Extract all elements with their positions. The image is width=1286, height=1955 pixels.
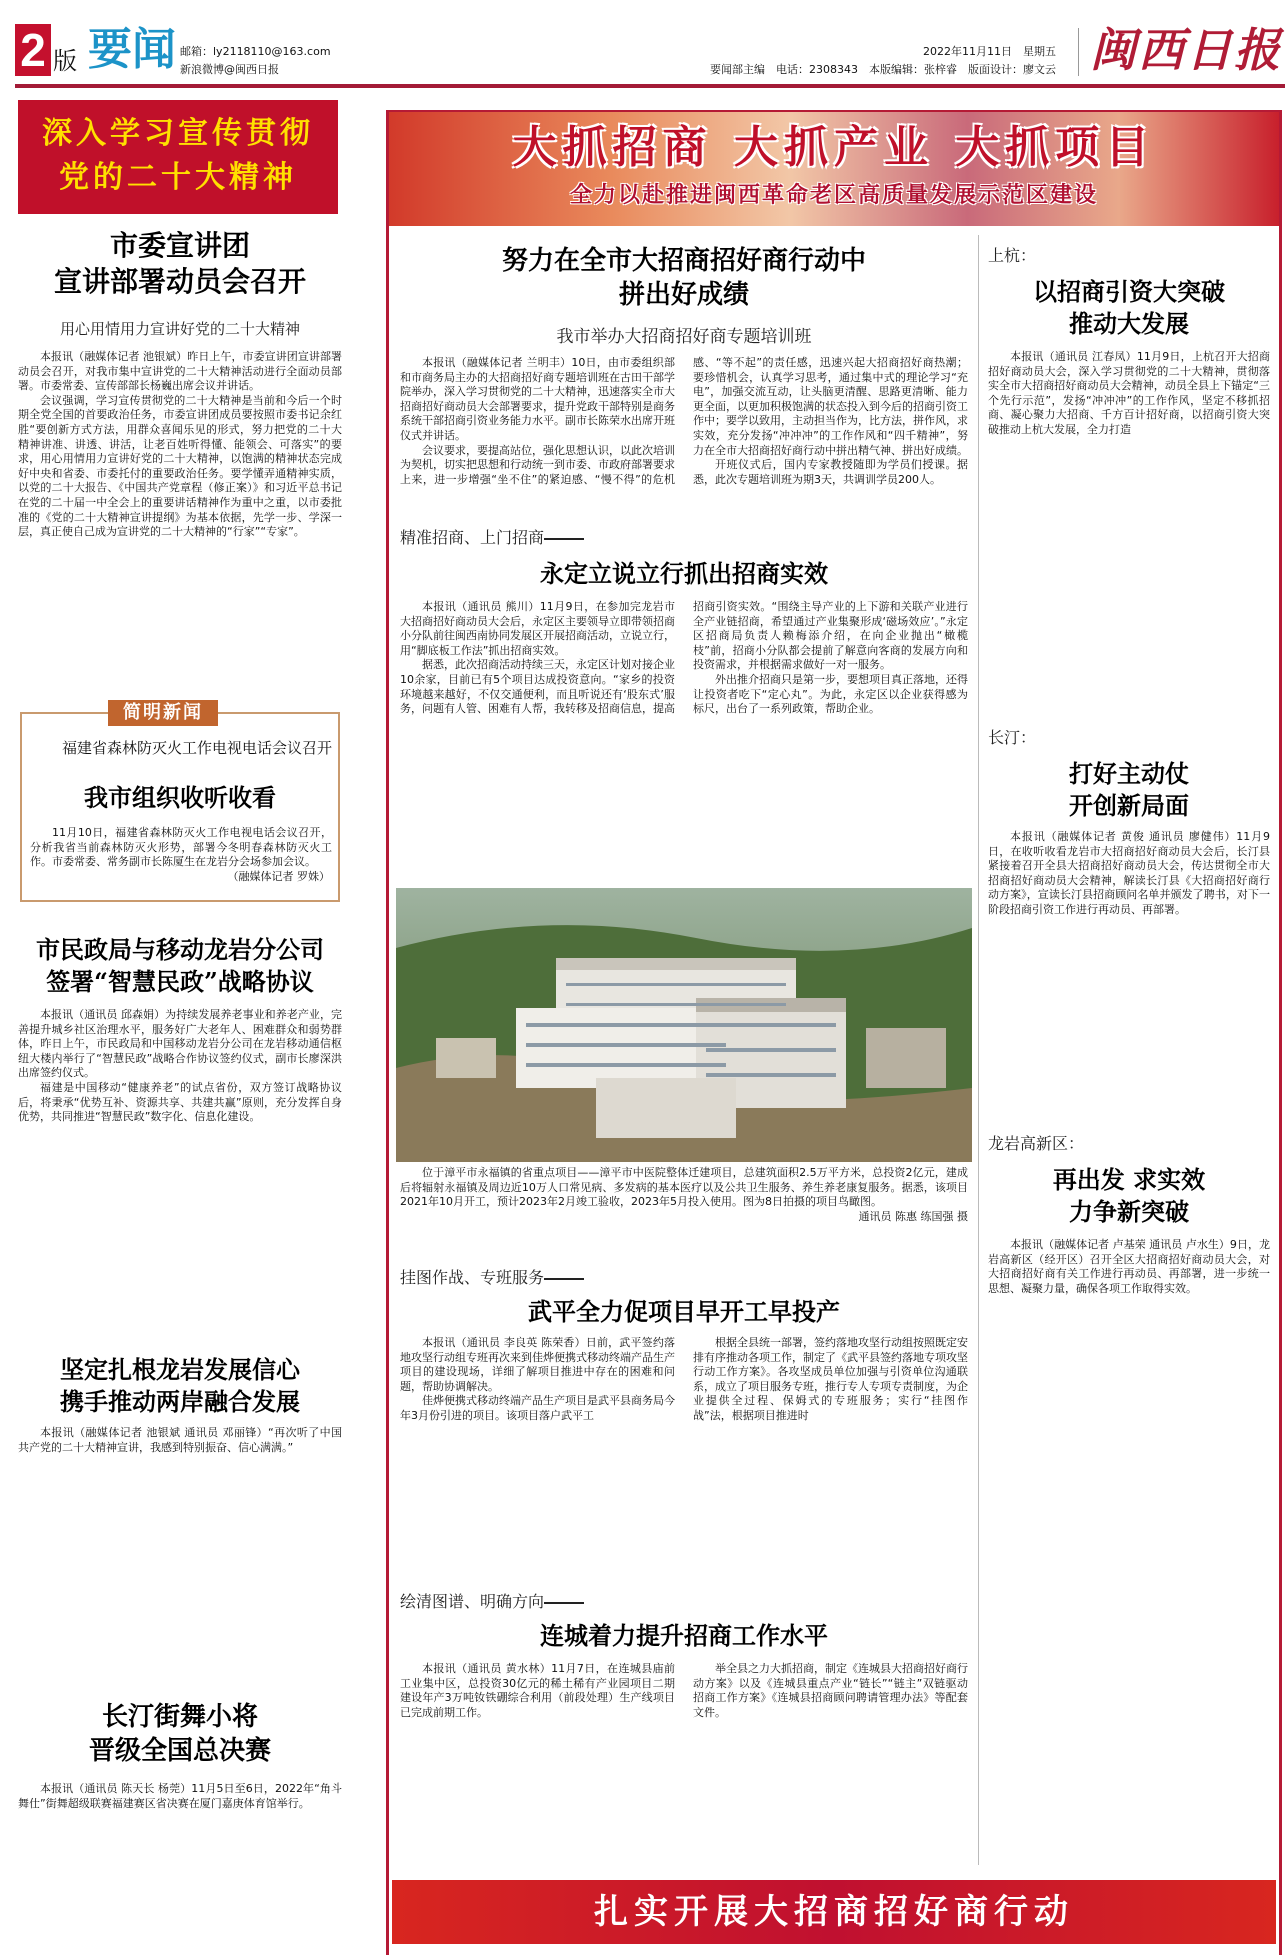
paragraph: 本报讯（融媒体记者 卢基荣 通讯员 卢水生）9日，龙岩高新区（经开区）召开全区大招商招好商动员大会，对大招商招好商有关工作进行再动员、再部署，进一步统一思想、凝聚力量，确保各项工作取得实效。 [988, 1238, 1270, 1295]
article-body [988, 350, 1270, 710]
banner-line: 深入学习宣传贯彻 [42, 116, 314, 151]
article-headline [984, 276, 1274, 340]
region-label: 长汀： [988, 728, 1037, 747]
headline-line: 坚定扎根龙岩发展信心 [60, 1355, 300, 1384]
article-subtitle: 我市举办大招商招好商专题培训班 [556, 327, 812, 347]
article-body [400, 600, 968, 878]
paragraph: 本报讯（融媒体记者 池银斌）昨日上午，市委宣讲团宣讲部署动员会召开，对我市集中宣讲党的二十大精神活动进行全面动员部署。市委常委、宣传部部长杨巍出席会议并讲话。 [18, 350, 342, 393]
project-aerial-photo [396, 888, 972, 1162]
photo-credit: 通讯员 陈惠 练国强 摄 [858, 1209, 968, 1223]
email: 邮箱：ly2118110@163.com [180, 45, 331, 58]
paragraph: 会议强调，学习宣传贯彻党的二十大精神是当前和今后一个时期全党全国的首要政治任务，市委宣讲团成员要按照市委书记余红胜“要创新方式方法，用群众喜闻乐见的形式，努力把党的二十大精神讲准、讲透、讲活，让老百姓听得懂、能领会、可落实”的要求，用心用情用力宣讲好党的二十大精神，以饱满的精神状态完成好中央和省委、市委托付的重要政治任务。要学懂弄通精神实质，以党的二十大报告、《中国共产党章程（修正案）》和习近平总书记在党的二十届一中全会上的重要讲话精神作为重中之重，以市委批准的《党的二十大精神宣讲提纲》为基本依据，先学一步、学深一层，真正使自己成为宣讲党的二十大精神的“行家”“专家”。 [18, 393, 342, 539]
article-headline [15, 228, 345, 300]
paragraph: 本报讯（通讯员 熊川）11月9日，在参加完龙岩市大招商招好商动员大会后，永定区主要领导立即带领招商小分队前往闽西南协同发展区开展招商活动，立说立行，用“脚底板工作法”抓出招商实效。 [400, 600, 675, 657]
article-body [400, 1336, 968, 1580]
issue-date: 2022年11月11日 星期五 [923, 45, 1056, 58]
paragraph: 本报讯（通讯员 江春凤）11月9日，上杭召开大招商招好商动员大会，深入学习贯彻党的二十大精神，贯彻落实全市大招商招好商动员大会精神，动员全县上下锚定“三个先行示范”，发扬“冲冲冲”的工作作风，坚定不移抓招商、凝心聚力大招商、千方百计招好商，以招商引资大突破推动上杭大发展，全力打造 [988, 350, 1270, 436]
article-headline: 武平全力促项目早开工早投产 [528, 1297, 840, 1326]
banner-subtitle: 全力以赴推进闽西革命老区高质量发展示范区建设 [569, 182, 1098, 208]
headline-line: 再出发 求实效 [1052, 1165, 1206, 1194]
article-body [18, 1782, 342, 1952]
header-rule [15, 84, 1285, 88]
headline-line: 晋级全国总决赛 [88, 1736, 271, 1766]
article-headline: 连城着力提升招商工作水平 [540, 1621, 828, 1650]
bottom-banner: 扎实开展大招商招好商行动 [392, 1880, 1276, 1944]
headline-line: 签署“智慧民政”战略协议 [46, 967, 314, 996]
paragraph: 本报讯（通讯员 李良英 陈荣香）日前，武平签约落地攻坚行动组专班再次来到佳烨便携式移动终端产品生产项目的建设现场，详细了解项目推进中存在的困难和问题，帮助协调解决。 [400, 1336, 675, 1393]
brief-news-tag: 简明新闻 [108, 700, 218, 726]
kicker-dash [544, 1278, 584, 1280]
headline-line: 长汀街舞小将 [101, 1702, 258, 1732]
headline-line: 宣讲部署动员会召开 [53, 265, 306, 298]
kicker-dash [544, 538, 584, 540]
paragraph: 本报讯（通讯员 陈天长 杨莞）11月5日至6日，2022年“角斗舞仕”街舞超级联赛福建赛区省决赛在厦门嘉庚体育馆举行。 [18, 1782, 342, 1810]
paragraph: 本报讯（通讯员 邱森娟）为持续发展养老事业和养老产业，完善提升城乡社区治理水平，服务好广大老年人、困难群众和弱势群体，昨日上午，市民政局和中国移动龙岩分公司在龙岩移动通信枢纽大楼内举行了“智慧民政”战略合作协议签约仪式，副市长廖深洪出席签约仪式。 [18, 1008, 342, 1080]
article-body [18, 1426, 342, 1656]
article-headline [396, 244, 972, 312]
article-headline [15, 1354, 345, 1418]
divider [1078, 28, 1079, 76]
region-label: 上杭： [988, 246, 1037, 265]
article-body [18, 350, 342, 686]
feature-banner [389, 112, 1279, 226]
paragraph: 福建是中国移动“健康养老”的试点省份，双方签订战略协议后，将秉承“优势互补、资源共享、共建共赢”原则，充分发挥自身优势，共同推进“智慧民政”数字化、信息化建设。 [18, 1080, 342, 1124]
article-body [400, 356, 968, 504]
article-body [988, 1238, 1270, 1862]
paragraph: 根据全县统一部署，签约落地攻坚行动组按照既定安排有序推动各项工作，制定了《武平县签约落地专项攻坚行动工作方案》。各攻坚成员单位加强与引资单位沟通联系，成立了项目服务专班，推行专人专项专责制度，为企业提供全过程、保姆式的专班服务；实行“挂图作战”法，根据项目推进时 [693, 1336, 968, 1422]
kicker-text: 挂图作战、专班服务 [400, 1268, 545, 1287]
photo-caption [400, 1166, 968, 1224]
paragraph: 本报讯（通讯员 黄水林）11月7日，在连城县庙前工业集中区，总投资30亿元的稀土稀有产业园项目二期建设年产3万吨钕铁硼综合利用（前段处理）生产线项目已完成前期工作。 [400, 1662, 675, 1719]
brief-byline: （融媒体记者 罗姝） [227, 870, 330, 883]
section-title: 要闻 [88, 24, 176, 75]
headline-line: 市民政局与移动龙岩分公司 [36, 935, 324, 964]
headline-line: 携手推动两岸融合发展 [60, 1387, 300, 1416]
article-headline [15, 934, 345, 998]
kicker-text: 绘清图谱、明确方向 [400, 1592, 545, 1611]
column-divider [978, 235, 979, 1865]
article-headline: 永定立说立行抓出招商实效 [540, 559, 828, 588]
article-headline [15, 1700, 345, 1768]
kicker-dash [544, 1602, 584, 1604]
paragraph: 外出推介招商只是第一步，要想项目真正落地，还得让投资者吃下“定心丸”。为此，永定区以企业获得感为标尺，出台了一系列政策，帮助企业。 [693, 672, 968, 716]
staff-credits: 要闻部主编 电话：2308343 本版编辑：张梓睿 版面设计：廖文云 [710, 63, 1056, 76]
brief-pretitle: 福建省森林防灭火工作电视电话会议召开 [62, 739, 333, 757]
kicker-text: 精准招商、上门招商 [400, 528, 545, 547]
paragraph: 举全县之力大抓招商，制定《连城县大招商招好商行动方案》以及《连城县重点产业“链长”“链主”双链驱动招商工作方案》《连城县招商顾问聘请管理办法》等配套文件。 [693, 1662, 968, 1719]
article-kicker [400, 1592, 584, 1612]
headline-line: 开创新局面 [1069, 791, 1189, 820]
headline-line: 努力在全市大招商招好商行动中 [501, 246, 866, 276]
theme-banner [18, 100, 338, 214]
region-label: 龙岩高新区： [988, 1134, 1085, 1153]
weibo: 新浪微博@闽西日报 [180, 63, 279, 76]
page-number: 2 [15, 24, 51, 76]
headline-line: 市委宣讲团 [109, 229, 250, 262]
paragraph: 11月10日，福建省森林防灭火工作电视电话会议召开，分析我省当前森林防灭火形势，部署今冬明春森林防灭火工作。市委常委、常务副市长陈厦生在龙岩分会场参加会议。 [30, 826, 332, 869]
paragraph: 开班仪式后，国内专家教授随即为学员们授课。据悉，此次专题培训班为期3天，共调训学员200人。 [693, 458, 968, 486]
headline-line: 打好主动仗 [1069, 759, 1189, 788]
headline-line: 力争新突破 [1069, 1197, 1189, 1226]
paragraph: 会议要求，要提高站位，强化思想认识，以此次培训为契机，切实把思想和行动统一到市委、市政府部署要求上来，进一步增强“坐不住”的紧迫感、“慢不得”的危机感、“等不起”的责任感，迅速兴起大招商招好商热潮；要珍惜机会，认真学习思考，通过集中式的理论学习“充电”，加强交流互动，让头脑更清醒、思路更清晰、能力更全面，以更加积极饱满的状态投入到今后的招商引资工作中；要学以致用，主动担当作为，比方法，拼作风，求实效，充分发扬“冲冲冲”的工作作风和“四千精神”，努力在全市大招商招好商行动中拼出精气神、拼出好成绩。 [400, 356, 968, 486]
paragraph: 据悉，此次招商活动持续三天，永定区计划对接企业10余家，目前已有5个项目达成投资意向。“家乡的投资环境越来越好，不仅交通便利，而且听说还有‘股东式’服务，问题有人管、困难有人帮，我转移及招商信息，提高招商引资实效。“围绕主导产业的上下游和关联产业进行全产业链招商，希望通过产业集聚形成‘磁场效应’。”永定区招商局负责人赖梅添介绍，在向企业抛出“橄榄枝”前，招商小分队都会提前了解意向客商的发展方向和投资需求，并根据需求做好一对一服务。 [400, 600, 968, 716]
article-body [988, 830, 1270, 1110]
banner-line: 党的二十大精神 [59, 160, 297, 195]
paragraph: 佳烨便携式移动终端产品生产项目是武平县商务局今年3月份引进的项目。该项目落户武平工 [400, 1394, 675, 1422]
paragraph: 本报讯（融媒体记者 兰明丰）10日，由市委组织部和市商务局主办的大招商招好商专题培训班在古田干部学院举办，深入学习贯彻党的二十大精神，迅速落实全市大招商招好商动员大会部署要求，提升党政干部特别是商务系统干部招商引资业务能力水平。副市长陈荣水出席开班仪式并讲话。 [400, 356, 675, 442]
headline-line: 推动大发展 [1069, 309, 1189, 338]
caption-text: 位于漳平市永福镇的省重点项目——漳平市中医院整体迁建项目，总建筑面积2.5万平方米，总投资2亿元，建成后将辐射永福镇及周边近10万人口常见病、多发病的基本医疗以及公共卫生服务、养生养老康复服务。据悉，该项目2021年10月开工，预计2023年2月竣工验收，2023年5月投入使用。图为8日拍摄的项目鸟瞰图。 [400, 1166, 968, 1209]
headline-line: 以招商引资大突破 [1033, 277, 1225, 306]
article-body [400, 1662, 968, 1862]
brief-headline: 我市组织收听收看 [84, 783, 276, 812]
article-headline [984, 1164, 1274, 1228]
article-kicker [400, 528, 584, 548]
paragraph: 本报讯（融媒体记者 池银斌 通讯员 邓丽锋）“再次听了中国共产党的二十大精神宣讲，我感到特别振奋、信心满满。” [18, 1426, 342, 1454]
article-subtitle: 用心用情用力宣讲好党的二十大精神 [59, 320, 300, 338]
article-kicker [400, 1268, 584, 1288]
newspaper-logo: 闽西日报 [1090, 23, 1282, 77]
page-suffix: 版 [53, 47, 77, 75]
article-body [18, 1008, 342, 1308]
headline-line: 拼出好成绩 [618, 280, 749, 310]
paragraph: 本报讯（融媒体记者 黄俊 通讯员 廖健伟）11月9日，在收听收看龙岩市大招商招好商动员大会后，长汀县紧接着召开全县大招商招好商动员大会，传达贯彻全市大招商招好商动员大会精神，解读长汀县《大招商招好商行动方案》，宣读长汀县招商顾问名单并颁发了聘书，对下一阶段招商引资工作进行再动员、再部署。 [988, 830, 1270, 916]
article-headline [984, 758, 1274, 822]
banner-title: 大抓招商 大抓产业 大抓项目 [512, 122, 1156, 173]
